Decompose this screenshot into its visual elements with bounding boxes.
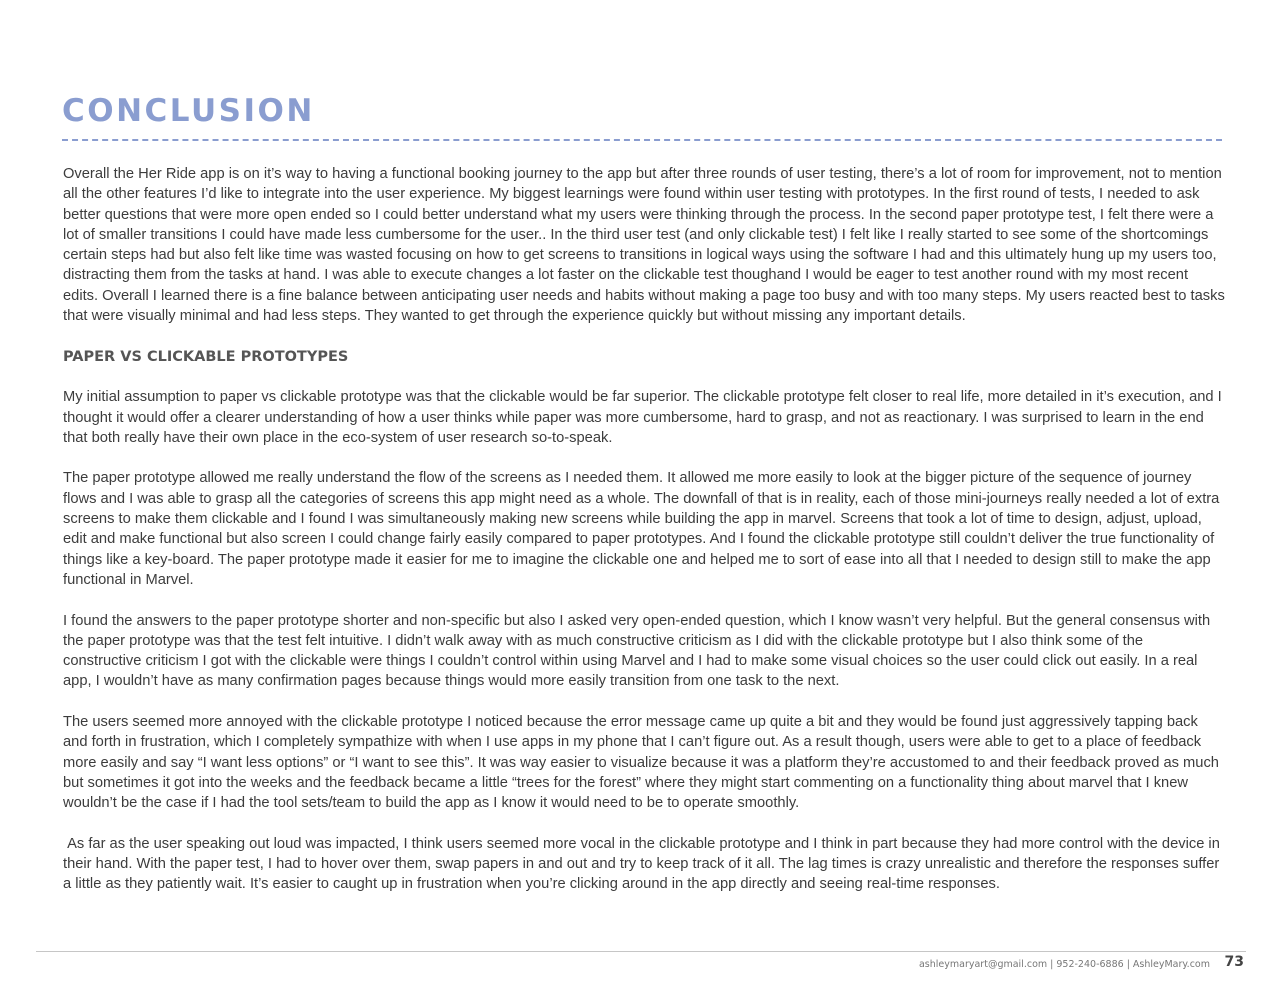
title-dashed-divider: [62, 139, 1222, 141]
page-title: CONCLUSION: [62, 93, 315, 129]
footer-divider: [36, 951, 1246, 952]
section-paragraph-3: I found the answers to the paper prototype shorter and non-specific but also I asked very open-ended question, which I know wasn’t very helpful. But the general consensus with the paper prototype was that the test felt intuitive. I didn’t walk away with as much constructive criticism as I did with the clickable prototype but I also think some of the constructive criticism I got with the clickable were things I couldn’t control within using Marvel and I had to make some visual choices so the user could click out easily. In a real app, I wouldn’t have as many confirmation pages because things would more easily transition from one task to the next.: [63, 612, 1211, 690]
section-paragraph-2: The paper prototype allowed me really understand the flow of the screens as I needed them. It allowed me more easily to look at the bigger picture of the sequence of journey flows and I was able to grasp all the categories of screens this app might need as a whole. The downfall of that is in reality, each of those mini-journeys really needed a lot of extra screens to make them clickable and I found I was simultaneously making new screens while building the app in marvel. Screens that took a lot of time to design, adjust, upload, edit and make functional but also screen I could change fairly easily compared to paper prototypes. And I found the clickable prototype still couldn’t deliver the true functionality of things like a key-board. The paper prototype made it easier for me to imagine the clickable one and helped me to sort of ease into all that I needed to design still to make the app functional in Marvel.: [63, 470, 1220, 588]
footer-contact: ashleymaryart@gmail.com | 952-240-6886 | AshleyMary.com: [918, 959, 1210, 970]
section-heading: PAPER VS CLICKABLE PROTOTYPES: [63, 348, 349, 365]
document-body: [63, 164, 1225, 895]
section-paragraph-4: The users seemed more annoyed with the clickable prototype I noticed because the error message came up quite a bit and they would be found just aggressively tapping back and forth in frustration, which I completely sympathize with when I use apps in my phone that I can’t figure out. As a result though, users were able to get to a place of feedback more easily and say “I want less options” or “I want to see this”. It was way easier to visualize because it was a platform they’re accustomed to and their feedback proved as much but sometimes it got into the weeks and the feedback became a little “trees for the forest” where they might start commenting on a functionality thing about marvel that I knew wouldn’t be the case if I had the tool sets/team to build the app as I know it would need to be to operate smoothly.: [63, 714, 1219, 812]
section-paragraph-5: As far as the user speaking out loud was impacted, I think users seemed more vocal in the clickable prototype and I think in part because they had more control with the device in their hand. With the paper test, I had to hover over them, swap papers in and out and try to keep track of it all. The lag times is crazy unrealistic and therefore the responses suffer a little as they patiently wait. It’s easier to caught up in frustration when you’re clicking around in the app directly and seeing real-time responses.: [63, 835, 1224, 893]
section-paragraph-1: My initial assumption to paper vs clickable prototype was that the clickable would be far superior. The clickable prototype felt closer to real life, more detailed in it’s execution, and I thought it would offer a clearer understanding of how a user thinks while paper was more cumbersome, hard to grasp, and not as reactionary. I was surprised to learn in the end that both really have their own place in the eco-system of user research so-to-speak.: [63, 389, 1222, 446]
intro-paragraph: Overall the Her Ride app is on it’s way to having a functional booking journey to the app but after three rounds of user testing, there’s a lot of room for improvement, not to mention all the other features I’d like to integrate into the user experience. My biggest learnings were found within user testing with prototypes. In the first round of tests, I needed to ask better questions that were more open ended so I could better understand what my users were thinking through the process. In the second paper prototype test, I felt there were a lot of smaller transitions I could have made less cumbersome for the user.. In the third user test (and only clickable test) I felt like I really started to see some of the shortcomings certain steps had but also felt like time was wasted focusing on how to get screens to transitions in logical ways using the software I had and this ultimately hung up my users too, distracting them from the tasks at hand. I was able to execute changes a lot faster on the clickable test thoughand I would be eager to test another round with my most recent edits. Overall I learned there is a fine balance between anticipating user needs and habits without making a page too busy and with too many steps. My users reacted best to tasks that were visually minimal and had less steps. They wanted to get through the experience quickly but without missing any important details.: [63, 166, 1225, 325]
page-number: 73: [1224, 954, 1244, 970]
